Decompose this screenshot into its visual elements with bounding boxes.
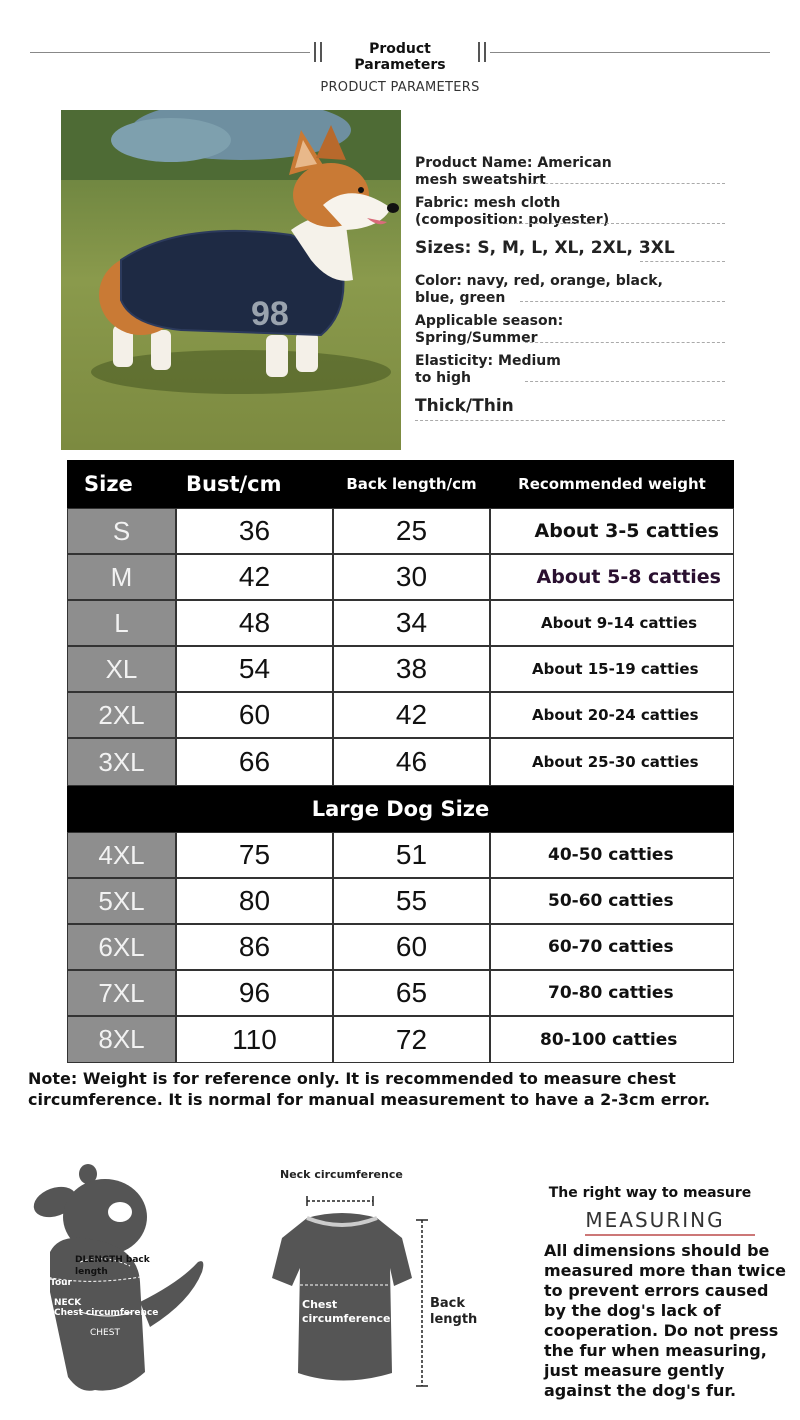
weight-cell: About 20-24 catties xyxy=(490,692,734,738)
back-cell: 65 xyxy=(333,970,490,1016)
shirt-label-chest: Chest circumference xyxy=(302,1298,391,1325)
corgi-illustration xyxy=(61,110,401,450)
weight-cell: About 9-14 catties xyxy=(490,600,734,646)
divider xyxy=(415,420,725,421)
divider xyxy=(525,342,725,343)
shirt-label-back: Back length xyxy=(430,1296,478,1327)
table-header xyxy=(67,460,734,508)
shirt-label-neck: Neck circumference xyxy=(280,1168,403,1181)
table-row xyxy=(67,970,734,1016)
col-weight-header: Recommended weight xyxy=(518,475,706,493)
bust-cell: 60 xyxy=(176,692,333,738)
table-row xyxy=(67,878,734,924)
weight-cell: 50-60 catties xyxy=(490,878,734,924)
page-subtitle: PRODUCT PARAMETERS xyxy=(320,80,480,95)
weight-cell: 40-50 catties xyxy=(490,832,734,878)
col-bust-header: Bust/cm xyxy=(186,472,282,496)
bust-cell: 86 xyxy=(176,924,333,970)
header-bars-left xyxy=(314,42,322,62)
jersey-number: 98 xyxy=(251,295,289,333)
header-line-left xyxy=(30,52,310,53)
bust-cell: 36 xyxy=(176,508,333,554)
product-photo xyxy=(61,110,401,450)
bust-cell: 96 xyxy=(176,970,333,1016)
measure-instructions: All dimensions should be measured more than twice to prevent errors caused by the dog's lack of cooperation. Do not press the fur when measuring, just measure gently against the dog's fur. xyxy=(544,1241,787,1400)
param-color: Color: navy, red, orange, black, blue, green xyxy=(415,273,663,306)
bust-cell: 66 xyxy=(176,738,333,786)
measuring-underline xyxy=(585,1234,755,1236)
size-cell: 4XL xyxy=(67,832,176,878)
weight-cell: 70-80 catties xyxy=(490,970,734,1016)
bust-cell: 110 xyxy=(176,1016,333,1063)
divider xyxy=(530,183,725,184)
back-cell: 42 xyxy=(333,692,490,738)
dog-label-chest: CHEST xyxy=(90,1328,120,1338)
weight-cell: About 25-30 catties xyxy=(490,738,734,786)
size-cell: XL xyxy=(67,646,176,692)
bust-cell: 42 xyxy=(176,554,333,600)
table-row xyxy=(67,554,734,600)
bust-cell: 75 xyxy=(176,832,333,878)
back-cell: 72 xyxy=(333,1016,490,1063)
size-cell: 2XL xyxy=(67,692,176,738)
size-cell: 5XL xyxy=(67,878,176,924)
divider xyxy=(640,261,725,262)
param-product-name: Product Name: American mesh sweatshirt xyxy=(415,155,612,188)
bust-cell: 54 xyxy=(176,646,333,692)
size-cell: S xyxy=(67,508,176,554)
table-row xyxy=(67,692,734,738)
table-row xyxy=(67,600,734,646)
dog-measure-illustration xyxy=(20,1162,220,1402)
weight-cell: About 15-19 catties xyxy=(490,646,734,692)
large-dog-size-title: Large Dog Size xyxy=(67,786,734,832)
table-row xyxy=(67,738,734,786)
divider xyxy=(500,223,725,224)
param-thickness: Thick/Thin xyxy=(415,396,514,416)
size-cell: 7XL xyxy=(67,970,176,1016)
divider xyxy=(520,301,725,302)
back-cell: 46 xyxy=(333,738,490,786)
weight-cell: About 3-5 catties xyxy=(490,508,734,554)
size-cell: L xyxy=(67,600,176,646)
back-length-measure-line xyxy=(416,1218,428,1388)
param-season: Applicable season: Spring/Summer xyxy=(415,313,564,346)
measure-title: The right way to measure xyxy=(548,1185,752,1201)
dog-label-tour: Tour xyxy=(50,1278,72,1288)
header-bars-right xyxy=(478,42,486,62)
col-size-header: Size xyxy=(84,472,133,496)
weight-cell: About 5-8 catties xyxy=(490,554,734,600)
back-cell: 38 xyxy=(333,646,490,692)
dog-label-length: DLENGTH back length xyxy=(75,1255,150,1277)
size-cell: 8XL xyxy=(67,1016,176,1063)
divider xyxy=(525,381,725,382)
table-row xyxy=(67,924,734,970)
shirt-illustration xyxy=(262,1188,422,1388)
bust-cell: 80 xyxy=(176,878,333,924)
param-fabric: Fabric: mesh cloth (composition: polyester) xyxy=(415,195,610,228)
table-row xyxy=(67,508,734,554)
back-cell: 25 xyxy=(333,508,490,554)
back-cell: 60 xyxy=(333,924,490,970)
dog-label-neck: NECK xyxy=(54,1298,82,1308)
back-cell: 30 xyxy=(333,554,490,600)
header-line-right xyxy=(490,52,770,53)
param-elasticity: Elasticity: Medium to high xyxy=(415,353,561,386)
page-title: Product Parameters xyxy=(354,41,446,73)
back-cell: 34 xyxy=(333,600,490,646)
table-row xyxy=(67,646,734,692)
measuring-heading: MEASURING xyxy=(585,1208,725,1232)
param-sizes: Sizes: S, M, L, XL, 2XL, 3XL xyxy=(415,238,675,258)
back-cell: 55 xyxy=(333,878,490,924)
weight-cell: 80-100 catties xyxy=(490,1016,734,1063)
weight-cell: 60-70 catties xyxy=(490,924,734,970)
shirt-icon xyxy=(262,1188,422,1388)
bust-cell: 48 xyxy=(176,600,333,646)
table-row xyxy=(67,1016,734,1063)
size-cell: M xyxy=(67,554,176,600)
table-row xyxy=(67,832,734,878)
dog-label-chest-circ: Chest circumference xyxy=(54,1308,159,1318)
measurement-note: Note: Weight is for reference only. It is recommended to measure chest circumference. It is normal for manual measurement to have a 2-3cm error. xyxy=(28,1069,711,1109)
col-back-header: Back length/cm xyxy=(346,475,477,493)
back-cell: 51 xyxy=(333,832,490,878)
size-cell: 6XL xyxy=(67,924,176,970)
size-cell: 3XL xyxy=(67,738,176,786)
